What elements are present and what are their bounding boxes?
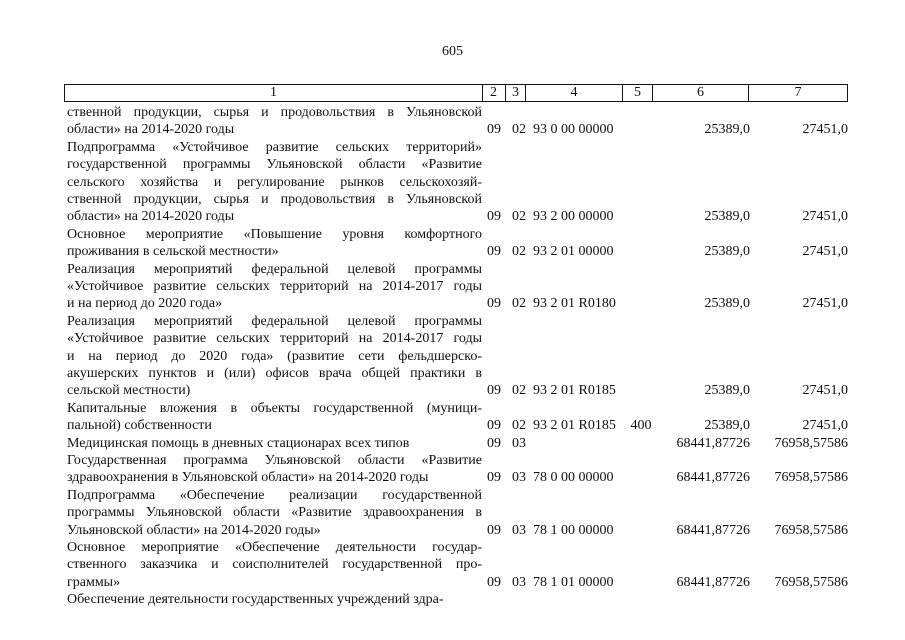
row-text-line: и на период до 2020 года» (67, 296, 223, 312)
cell-podrazdel: 03 (512, 435, 526, 451)
row-text-line: Обеспечение деятельности государственных учреждений здра- (67, 592, 444, 608)
row-text-line: Государственная программа Ульяновской области «Развитие (67, 453, 482, 468)
row-text-line: проживания в сельской местности» (67, 244, 279, 260)
cell-podrazdel: 02 (512, 122, 526, 138)
cell-podrazdel: 03 (512, 522, 526, 538)
row-text-line: граммы» (67, 574, 121, 590)
cell-amount-col6: 25389,0 (704, 296, 750, 312)
cell-amount-col7: 27451,0 (802, 296, 848, 312)
cell-razdel: 09 (487, 244, 501, 260)
row-text-line: ственной продукции, сырья и продовольствия в Ульяновской (67, 105, 482, 120)
cell-target-article: 93 2 01 R0180 (533, 296, 616, 312)
cell-amount-col7: 27451,0 (802, 209, 848, 225)
cell-razdel: 09 (487, 522, 501, 538)
cell-razdel: 09 (487, 383, 501, 399)
cell-amount-col6: 25389,0 (704, 383, 750, 399)
cell-amount-col7: 27451,0 (802, 383, 848, 399)
cell-amount-col6: 68441,87726 (676, 522, 750, 538)
row-text-line: Основное мероприятие «Обеспечение деятельности государ- (67, 540, 482, 555)
cell-razdel: 09 (487, 296, 501, 312)
row-text-line: области» на 2014-2020 годы (67, 209, 235, 225)
cell-razdel: 09 (487, 209, 501, 225)
header-col-6: 6 (653, 84, 749, 102)
cell-razdel: 09 (487, 418, 501, 434)
cell-razdel: 09 (487, 122, 501, 138)
cell-target-article: 93 2 00 00000 (533, 209, 614, 225)
cell-target-article: 93 2 01 R0185 (533, 418, 616, 434)
cell-razdel: 09 (487, 470, 501, 486)
cell-amount-col7: 76958,57586 (774, 574, 848, 590)
cell-amount-col7: 27451,0 (802, 418, 848, 434)
row-text-line: «Устойчивое развитие сельских территорий на 2014-2017 годы (67, 331, 482, 347)
cell-razdel: 09 (487, 435, 501, 451)
row-text-line: ственной продукции, сырья и продовольствия в Ульяновской (67, 192, 482, 207)
page-number: 605 (442, 44, 463, 59)
cell-podrazdel: 02 (512, 209, 526, 225)
row-text-line: программы Ульяновской области «Развитие здравоохранения в (67, 505, 482, 521)
cell-amount-col6: 25389,0 (704, 418, 750, 434)
cell-target-article: 93 0 00 00000 (533, 122, 614, 138)
header-col-1: 1 (64, 84, 483, 102)
row-text-line: здравоохранения в Ульяновской области» на 2014-2020 годы (67, 470, 429, 486)
header-col-2: 2 (482, 84, 506, 102)
cell-amount-col6: 25389,0 (704, 122, 750, 138)
cell-amount-col6: 68441,87726 (676, 574, 750, 590)
cell-expense-type: 400 (630, 418, 652, 434)
cell-podrazdel: 02 (512, 383, 526, 399)
cell-amount-col6: 25389,0 (704, 209, 750, 225)
cell-amount-col6: 68441,87726 (676, 435, 750, 451)
cell-podrazdel: 02 (512, 244, 526, 260)
cell-razdel: 09 (487, 574, 501, 590)
row-text-line: государственной программы Ульяновской области «Развитие (67, 157, 482, 173)
cell-amount-col7: 76958,57586 (774, 470, 848, 486)
cell-amount-col6: 25389,0 (704, 244, 750, 260)
row-text-line: Реализация мероприятий федеральной целевой программы (67, 313, 482, 329)
row-text-line: «Устойчивое развитие сельских территорий на 2014-2017 годы (67, 279, 482, 294)
cell-amount-col7: 76958,57586 (774, 522, 848, 538)
header-col-3: 3 (506, 84, 526, 102)
cell-target-article: 78 1 01 00000 (533, 574, 614, 590)
row-text-line: Ульяновской области» на 2014-2020 годы» (67, 522, 321, 538)
cell-podrazdel: 03 (512, 574, 526, 590)
cell-amount-col7: 76958,57586 (774, 435, 848, 451)
cell-target-article: 93 2 01 00000 (533, 244, 614, 260)
row-text-line: Капитальные вложения в объекты государственной (муници- (67, 400, 482, 416)
cell-target-article: 78 0 00 00000 (533, 470, 614, 486)
cell-target-article: 93 2 01 R0185 (533, 383, 616, 399)
row-text-line: акушерских пунктов и (или) офисов врача общей практики в (67, 366, 482, 381)
cell-amount-col7: 27451,0 (802, 244, 848, 260)
row-text-line: и на период до 2020 года» (развитие сети фельдшерско- (67, 348, 482, 364)
row-text-line: сельской местности) (67, 383, 191, 399)
row-text-line: Медицинская помощь в дневных стационарах всех типов (67, 435, 410, 451)
row-text-line: пальной) собственности (67, 418, 212, 434)
header-col-4: 4 (526, 84, 623, 102)
row-text-line: Основное мероприятие «Повышение уровня комфортного (67, 226, 482, 242)
cell-amount-col7: 27451,0 (802, 122, 848, 138)
header-col-7: 7 (749, 84, 848, 102)
cell-target-article: 78 1 00 00000 (533, 522, 614, 538)
cell-podrazdel: 02 (512, 296, 526, 312)
row-text-line: области» на 2014-2020 годы (67, 122, 235, 138)
cell-podrazdel: 03 (512, 470, 526, 486)
cell-podrazdel: 02 (512, 418, 526, 434)
header-col-5: 5 (623, 84, 653, 102)
row-text-line: Подпрограмма «Устойчивое развитие сельских территорий» (67, 139, 482, 155)
row-text-line: сельского хозяйства и регулирование рынков сельскохозяй- (67, 174, 482, 190)
cell-amount-col6: 68441,87726 (676, 470, 750, 486)
row-text-line: Подпрограмма «Обеспечение реализации государственной (67, 487, 482, 503)
row-text-line: ственного заказчика и соисполнителей государственной про- (67, 557, 482, 573)
row-text-line: Реализация мероприятий федеральной целевой программы (67, 261, 482, 277)
